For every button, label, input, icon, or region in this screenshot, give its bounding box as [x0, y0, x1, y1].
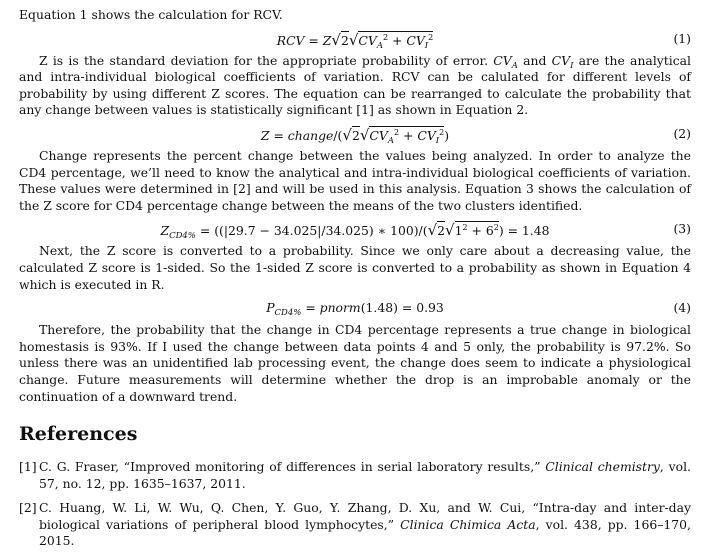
equation-2-number: (2) — [673, 125, 691, 141]
reference-details: , vol. 438, pp. 166–170, 2015. — [39, 516, 691, 549]
reference-item-1 — [19, 459, 691, 492]
reference-label: [1] — [19, 459, 37, 475]
equation-4-rhs: (1.48) = 0.93 — [360, 300, 444, 316]
equation-3-result: ) = 1.48 — [498, 223, 550, 239]
reference-text: C. G. Fraser, “Improved monitoring of differences in serial laboratory results,” — [39, 459, 546, 475]
paragraph-1 — [19, 53, 691, 119]
references-heading: References — [19, 423, 138, 446]
equation-3-inner: ((|29.7 − 34.025|/34.025) ∗ 100)/( — [214, 223, 428, 239]
reference-label: [2] — [19, 500, 37, 516]
equation-4-body: $P_{CD4\%}$ = pnorm(1.48) = 0.93 — [266, 300, 444, 319]
cvi-symbol: CV — [551, 52, 571, 68]
equation-3-number: (3) — [673, 221, 691, 237]
paragraph-1-and: and — [517, 52, 552, 68]
reference-journal: Clinical chemistry — [545, 459, 660, 475]
equation-3-body: $Z_{CD4\%} = ((|29.7 - 34.025|/34.025)$ ∗ $100)/(√2√1^2 + 6^2) = 1.48$ — [160, 221, 550, 242]
equation-1-number: (1) — [673, 30, 691, 46]
paragraph-1-text-b: are the analytical and intra-individual biological coefficients of variation. RCV can be calulated for different levels of probability by using different Z scores. The equation can be rearranged to calculate the probability that any change between values is statistically significant [1] as shown in Equation 2. — [19, 52, 692, 118]
intro-text: Equation 1 shows the calculation for RCV. — [19, 7, 283, 22]
paragraph-3: Next, the Z score is converted to a probability. Since we only care about a decreasing value, the calculated Z score is 1-sided. So the 1-sided Z score is converted to a probability as shown in Equation 4 which is executed in R. — [19, 243, 691, 292]
equation-4 — [19, 297, 691, 319]
paragraph-4: Therefore, the probability that the change in CD4 percentage represents a true change in biological homestasis is 93%. If I used the change between data points 4 and 5 only, the probability is 97.2%. So unless there was an unidentified lab processing event, the change does seem to indicate a physiological change. Future measurements will determine whether the drop is an improbable anomaly or the continuation of a downward trend. — [19, 322, 691, 404]
cva-subscript: A — [511, 60, 518, 71]
cvi-subscript: I — [570, 60, 574, 71]
equation-1-body: RCV = $Z√2√CV_A^2 + CV_I^2$ — [276, 30, 434, 51]
equation-1 — [19, 28, 691, 50]
equation-2 — [19, 123, 691, 145]
reference-item-2 — [19, 500, 691, 550]
reference-text: C. Huang, W. Li, W. Wu, Q. Chen, Y. Guo, Y. Zhang, D. Xu, and W. Cui, “Intra-day and inter-day biological variations of peripheral blood lymphocytes,” — [39, 500, 691, 532]
paragraph-1-text-a: Z is is the standard deviation for the appropriate probability of error. — [39, 52, 494, 68]
equation-3 — [19, 218, 691, 240]
equation-4-number: (4) — [673, 300, 691, 316]
equation-2-body: Z = change/$(√2√CV_A^2 + CV_I^2)$ — [260, 125, 450, 146]
reference-details: , vol. 57, no. 12, pp. 1635–1637, 2011. — [39, 459, 691, 491]
paragraph-2: Change represents the percent change between the values being analyzed. In order to analyze the CD4 percentage, we’ll need to know the analytical and intra-individual biological coefficients of variation. These values were determined in [2] and will be used in this analysis. Equation 3 shows the calculation of the Z score for CD4 percentage change between the means of the two clusters identified. — [19, 147, 691, 213]
document-page — [19, 7, 691, 558]
reference-journal: Clinica Chimica Acta — [400, 516, 536, 532]
cva-symbol: CV — [493, 52, 512, 68]
